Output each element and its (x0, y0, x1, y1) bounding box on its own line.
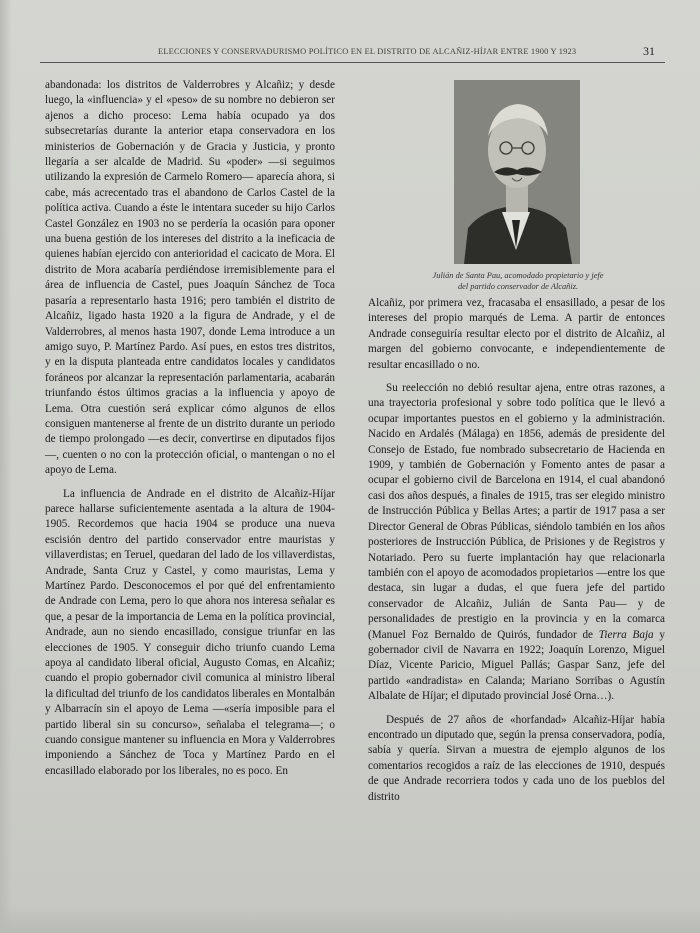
running-title: ELECCIONES Y CONSERVADURISMO POLÍTICO EN EL DISTRITO DE ALCAÑIZ-HÍJAR ENTRE 1900 Y 1923 (158, 47, 577, 56)
publication-title: Tierra Baja (598, 628, 654, 641)
running-header (40, 44, 665, 63)
paragraph-text: Su reelección no debió resultar ajena, entre otras razones, a una trayectoria profesional y sobre todo política que le llevó a ocupar importantes puestos en el gobierno y la administración. Nacido en Ardalés (Málaga) en 1856, además de presidente del Consejo de Estado, fue nombrado subsecretario de Hacienda en 1909, y también de Gobernación y Fomento antes de pasar a ocupar el gobierno civil de Barcelona en 1914, el cual abandonó casi dos años después, a finales de 1915, tras ser elegido ministro de Instrucción Pública y Bellas Artes; a partir de 1917 pasa a ser Director General de Obras Públicas, siéndolo también en los años posteriores de Instrucción Pública, de Prisiones y de Registros y Notariado. Pero su fuerte implantación hay que relacionarla también con el apoyo de acomodados propietarios —entre los que destaca, sin lugar a dudas, el que fuera jefe del partido conservador de Alcañiz, Julián de Santa Pau— y de personalidades de prestigio en la provincia y en la comarca (Manuel Foz Bernaldo de Quirós, fundador de (368, 382, 665, 641)
paragraph: La influencia de Andrade en el distrito de Alcañiz-Híjar parece hallarse suficientemente asentada a la altura de 1904-1905. Recordemos que hacia 1904 se produce una nueva escisión dentro del partido conservador entre mauristas y villaverdistas; en Teruel, quedaran del lado de los villaverdistas, Andrade, Santa Cruz y Castel, y como mauristas, Lema y Martínez Pardo. Desconocemos el por qué del enfrentamiento de Andrade con Lema, pero lo que ahora nos interesa señalar es que, a pesar de la importancia de Lema en la política provincial, Andrade, aun no siendo encasillado, consigue triunfar en las elecciones de 1905. Y conseguir dicho triunfo cuando Lema apoya al candidato liberal oficial, Augusto Comas, en Alcañiz; cuando el propio gobernador civil comunica al ministro liberal la dificultad del triunfo de los candidatos liberales en Montalbán y Albarracín sin el apoyo de Lema —«sería imposible para el partido liberal sin su concurso», señalaba el telegrama—; o cuando consigue mantener su influencia en Mora y Valderrobres imponiendo a Sánchez de Toca y Martínez Pardo en el encasillado elaborado por los liberales, no es poco. En (45, 487, 335, 777)
left-column (45, 78, 335, 779)
paragraph (368, 381, 665, 705)
photo-caption (398, 270, 638, 292)
caption-line: del partido conservador de Alcañiz. (457, 282, 579, 291)
page-gutter-shadow (0, 0, 12, 933)
portrait-photo (454, 80, 580, 264)
portrait-illustration (454, 80, 580, 264)
paragraph: Alcañiz, por primera vez, fracasaba el ensasillado, a pesar de los intereses del propio marqués de Lema. A partir de entonces Andrade conseguiría resultar electo por el distrito de Alcañiz, al margen del gobierno convocante, e independientemente de resultar encasillado o no. (368, 297, 665, 371)
paragraph: abandonada: los distritos de Valderrobres y Alcañiz; y desde luego, la «influencia» y el «peso» de su nombre no debieron ser ajenos a dicho proceso: Lema había ocupado ya dos subsecretarías durante la anterior etapa conservadora en los ministerios de Gobernación y de Gracia y Justicia, y pronto llegaría a ser alcalde de Madrid. Su «poder» —si seguimos utilizando la expresión de Carmelo Romero— aparecía ahora, si cabe, más acrecentado tras el abandono de Carlos Castel de la política activa. Cuando a éste le intentara suceder su hijo Carlos Castel González en 1903 no se perdería la ocasión para oponer una buena gestión de los intereses del distrito a la ineficacia de quienes habían ejercido con anterioridad el cacicato de Mora. El distrito de Mora acabaría perdiéndose irremisiblemente para el área de influencia de Castel, pues Joaquín Sánchez de Toca pasaría a representarlo hasta 1916; pero también el distrito de Alcañiz, ligado hasta 1920 a la figura de Andrade, y el de Valderrobres, al menos hasta 1907, donde Lema introduce a un amigo suyo, P. Martínez Pardo. Así pues, en estos tres distritos, y en la disputa planteada entre candidatos locales y candidatos foráneos por alcanzar la representación parlamentaria, acabarán triunfando éstos últimos gracias a la influencia y apoyo de Lema. Otra cuestión será explicar cómo algunos de ellos consiguen mantenerse al frente de un distrito durante un periodo de tiempo prolongado —es decir, convertirse en diputados fijos—, cuenten o no con la protección oficial, o mantengan o no el apoyo de Lema. (45, 79, 335, 477)
paragraph-text: y gobernador civil de Navarra en 1922; Joaquín Lorenzo, Miguel Díaz, Vicente Paricio, Miguel Pallás; Gaspar Sanz, jefe del partido «andradista» en Calanda; Mariano Sorribas o Agustín Albalate de Híjar; el diputado provincial José Orna…). (368, 628, 666, 703)
page-number: 31 (643, 44, 655, 58)
page-bottom-shadow (0, 905, 700, 933)
right-column (368, 296, 665, 805)
caption-line: Julián de Santa Pau, acomodado propietario y jefe (432, 271, 604, 280)
paragraph: Después de 27 años de «horfandad» Alcañiz-Híjar había encontrado un diputado que, según la prensa conservadora, podía, sabía y quería. Sirvan a muestra de ejemplo algunos de los comentarios recogidos a raíz de las elecciones de 1910, después de que Andrade recorriera todos y cada uno de los pueblos del distrito (368, 713, 665, 803)
